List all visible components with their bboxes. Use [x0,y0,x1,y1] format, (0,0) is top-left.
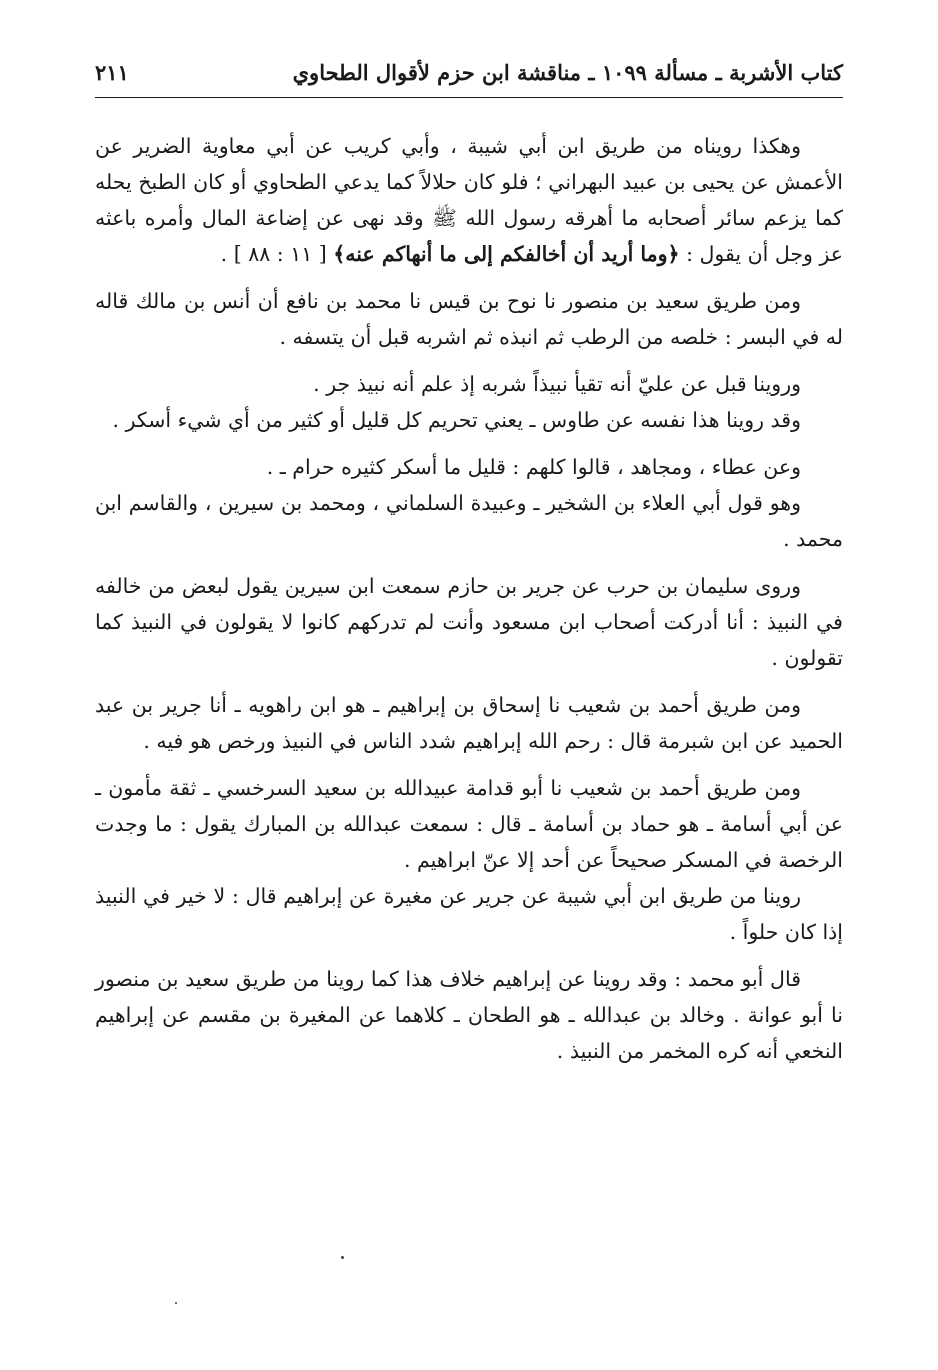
running-header [95,52,843,92]
paragraph: ومن طريق سعيد بن منصور نا نوح بن قيس نا محمد بن نافع أن أنس بن مالك قاله له في البسر : خلصه من الرطب ثم انبذه ثم اشربه قبل أن يتسفه . [95,289,843,349]
paragraph: ومن طريق أحمد بن شعيب نا إسحاق بن إبراهيم ـ هو ابن راهويه ـ أنا جرير بن عبد الحميد عن ابن شبرمة قال : رحم الله إبراهيم شدد الناس في النبيذ ورخص هو فيه . [95,693,843,753]
chapter-title: كتاب الأشربة ـ مسألة ١٠٩٩ ـ مناقشة ابن حزم لأقوال الطحاوي [292,59,843,85]
header-divider [95,97,843,98]
paragraph: وقد روينا هذا نفسه عن طاوس ـ يعني تحريم كل قليل أو كثير من أي شيء أسكر . [112,408,801,432]
paragraph: ومن طريق أحمد بن شعيب نا أبو قدامة عبيدالله بن سعيد السرخسي ـ ثقة مأمون ـ عن أبي أسامة ـ هو حماد بن أسامة ـ قال : سمعت عبدالله بن المبارك يقول : ما وجدت الرخصة في المسكر صحيحاً عن أحد إلا عنّ ابراهيم . [95,776,843,872]
body-text [95,128,843,1080]
paragraph: وعن عطاء ، ومجاهد ، قالوا كلهم : قليل ما أسكر كثيره حرام ـ . [266,455,801,479]
scan-speck [175,1302,177,1304]
paragraph: وروى سليمان بن حرب عن جرير بن حازم سمعت ابن سيرين يقول لبعض من خالفه في النبيذ : أنا أدركت أصحاب ابن مسعود وأنت لم تدركهم كانوا لا يقولون في النبيذ كما تقولون . [95,574,843,670]
paragraph: وروينا قبل عن عليّ أنه تقيأ نبيذاً شربه إذ علم أنه نبيذ جر . [313,372,801,396]
paragraph: روينا من طريق ابن أبي شيبة عن جرير عن مغيرة عن إبراهيم قال : لا خير في النبيذ إذا كان حلواً . [95,884,843,944]
paragraph: وهكذا رويناه من طريق ابن أبي شيبة ، وأبي كريب عن أبي معاوية الضرير عن الأعمش عن يحيى بن عبيد البهراني ؛ فلو كان حلالاً كما يدعي الطحاوي أو كان الطبخ يحله كما يزعم سائر أصحابه ما أهرقه رسول الله ﷺ وقد نهى عن إضاعة المال وأمره باعثه عز وجل أن يقول : ﴿وما أريد أن أخالفكم إلى ما أنهاكم عنه﴾ [ ١١ : ٨٨ ] . [95,134,843,266]
page-number: ٢١١ [95,59,129,85]
scan-speck [341,1256,344,1259]
paragraph: وهو قول أبي العلاء بن الشخير ـ وعبيدة السلماني ، ومحمد بن سيرين ، والقاسم ابن محمد . [95,491,843,551]
quran-quote: ﴿وما أريد أن أخالفكم إلى ما أنهاكم عنه﴾ [333,242,680,266]
paragraph: قال أبو محمد : وقد روينا عن إبراهيم خلاف هذا كما روينا من طريق سعيد بن منصور نا أبو عوانة . وخالد بن عبدالله ـ هو الطحان ـ كلاهما عن المغيرة بن مقسم عن إبراهيم النخعي أنه كره المخمر من النبيذ . [95,967,843,1063]
